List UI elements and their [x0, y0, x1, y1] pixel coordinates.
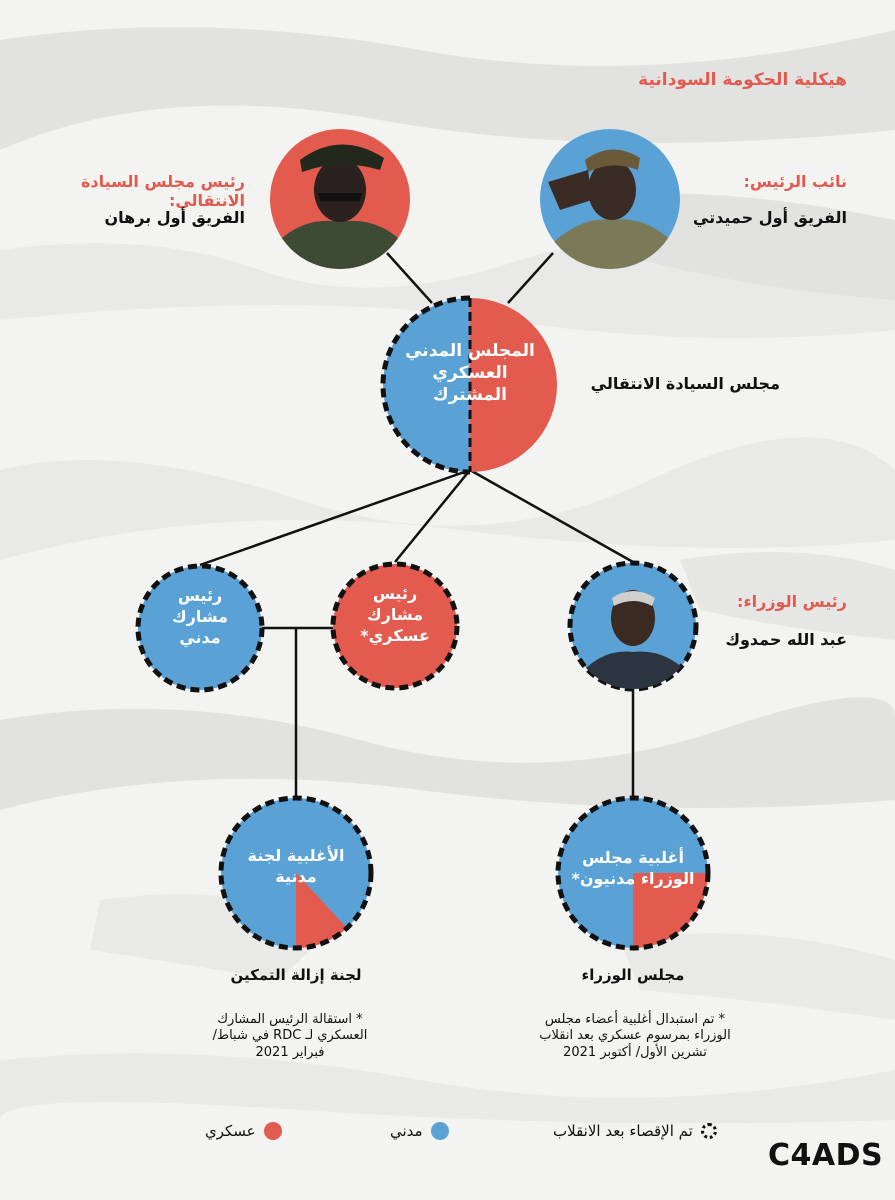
cabinet-label: مجلس الوزراء [581, 966, 685, 984]
civilian-co-chair-line-2: مشارك [171, 606, 229, 626]
pm-role-label: رئيس الوزراء: [737, 592, 847, 611]
council-side-label: مجلس السيادة الانتقالي [590, 374, 780, 393]
cabinet-circle-text [558, 848, 708, 890]
committee-note [170, 1012, 410, 1061]
civilian-co-chair-line-1: رئيس [177, 586, 223, 605]
vice-role-label: نائب الرئيس: [743, 172, 847, 191]
military-co-chair-text [333, 584, 457, 646]
committee-note-line-1: * استقالة الرئيس المشارك [217, 1012, 363, 1027]
cabinet-note-line-1: * تم استبدال أغلبية أعضاء مجلس [544, 1012, 726, 1027]
council-line-2: العسكري [432, 363, 508, 384]
vice-name: الفريق أول حميدتي [692, 208, 847, 227]
legend-civilian [390, 1122, 449, 1140]
legend-military-label: عسكري [205, 1122, 256, 1140]
cabinet-line-1: أغلبية مجلس [582, 848, 684, 867]
civilian-co-chair-line-3: مدني [179, 627, 221, 647]
committee-line-2: مدنية [275, 866, 317, 886]
cabinet-note-line-2: الوزراء بمرسوم عسكري بعد انقلاب [539, 1028, 731, 1044]
cabinet-note-line-3: تشرين الأول/ أكتوبر 2021 [563, 1044, 707, 1060]
c4ads-logo: C4ADS [768, 1138, 884, 1173]
legend-civilian-label: مدني [390, 1122, 423, 1140]
committee-note-line-2: العسكري لـ RDC في شباط/ [212, 1028, 368, 1044]
pm-name: عبد الله حمدوك [725, 630, 847, 649]
committee-line-1: الأغلبية لجنة [247, 846, 345, 865]
chairman-role-label: رئيس مجلس السيادة الانتقالي: [80, 172, 245, 210]
council-line-1: المجلس المدني [405, 341, 535, 361]
committee-circle-text [221, 846, 371, 888]
council-line-3: المشترك [432, 385, 507, 406]
civilian-swatch-icon [431, 1122, 449, 1140]
council-circle-text [383, 340, 557, 406]
hemedti-portrait-icon [540, 129, 680, 280]
committee-label: لجنة إزالة التمكين [230, 966, 362, 984]
page-title: هيكلية الحكومة السودانية [638, 70, 847, 90]
cabinet-line-2: الوزراء مدنيون* [571, 868, 695, 888]
committee-note-line-3: فبراير 2021 [255, 1044, 325, 1060]
hamdok-portrait-icon [570, 563, 696, 700]
burhan-portrait-icon [270, 129, 410, 280]
civilian-co-chair-text [138, 586, 262, 648]
military-co-chair-line-2: مشارك [366, 604, 424, 624]
legend-removed [553, 1122, 717, 1140]
chairman-name: الفريق أول برهان [104, 208, 245, 227]
legend-removed-label: تم الإقصاء بعد الانقلاب [553, 1122, 693, 1140]
cabinet-note [495, 1012, 775, 1061]
legend-military [205, 1122, 282, 1140]
dashed-circle-icon [701, 1123, 717, 1139]
military-co-chair-line-3: عسكري* [360, 625, 430, 645]
military-co-chair-line-1: رئيس [372, 584, 418, 603]
military-swatch-icon [264, 1122, 282, 1140]
